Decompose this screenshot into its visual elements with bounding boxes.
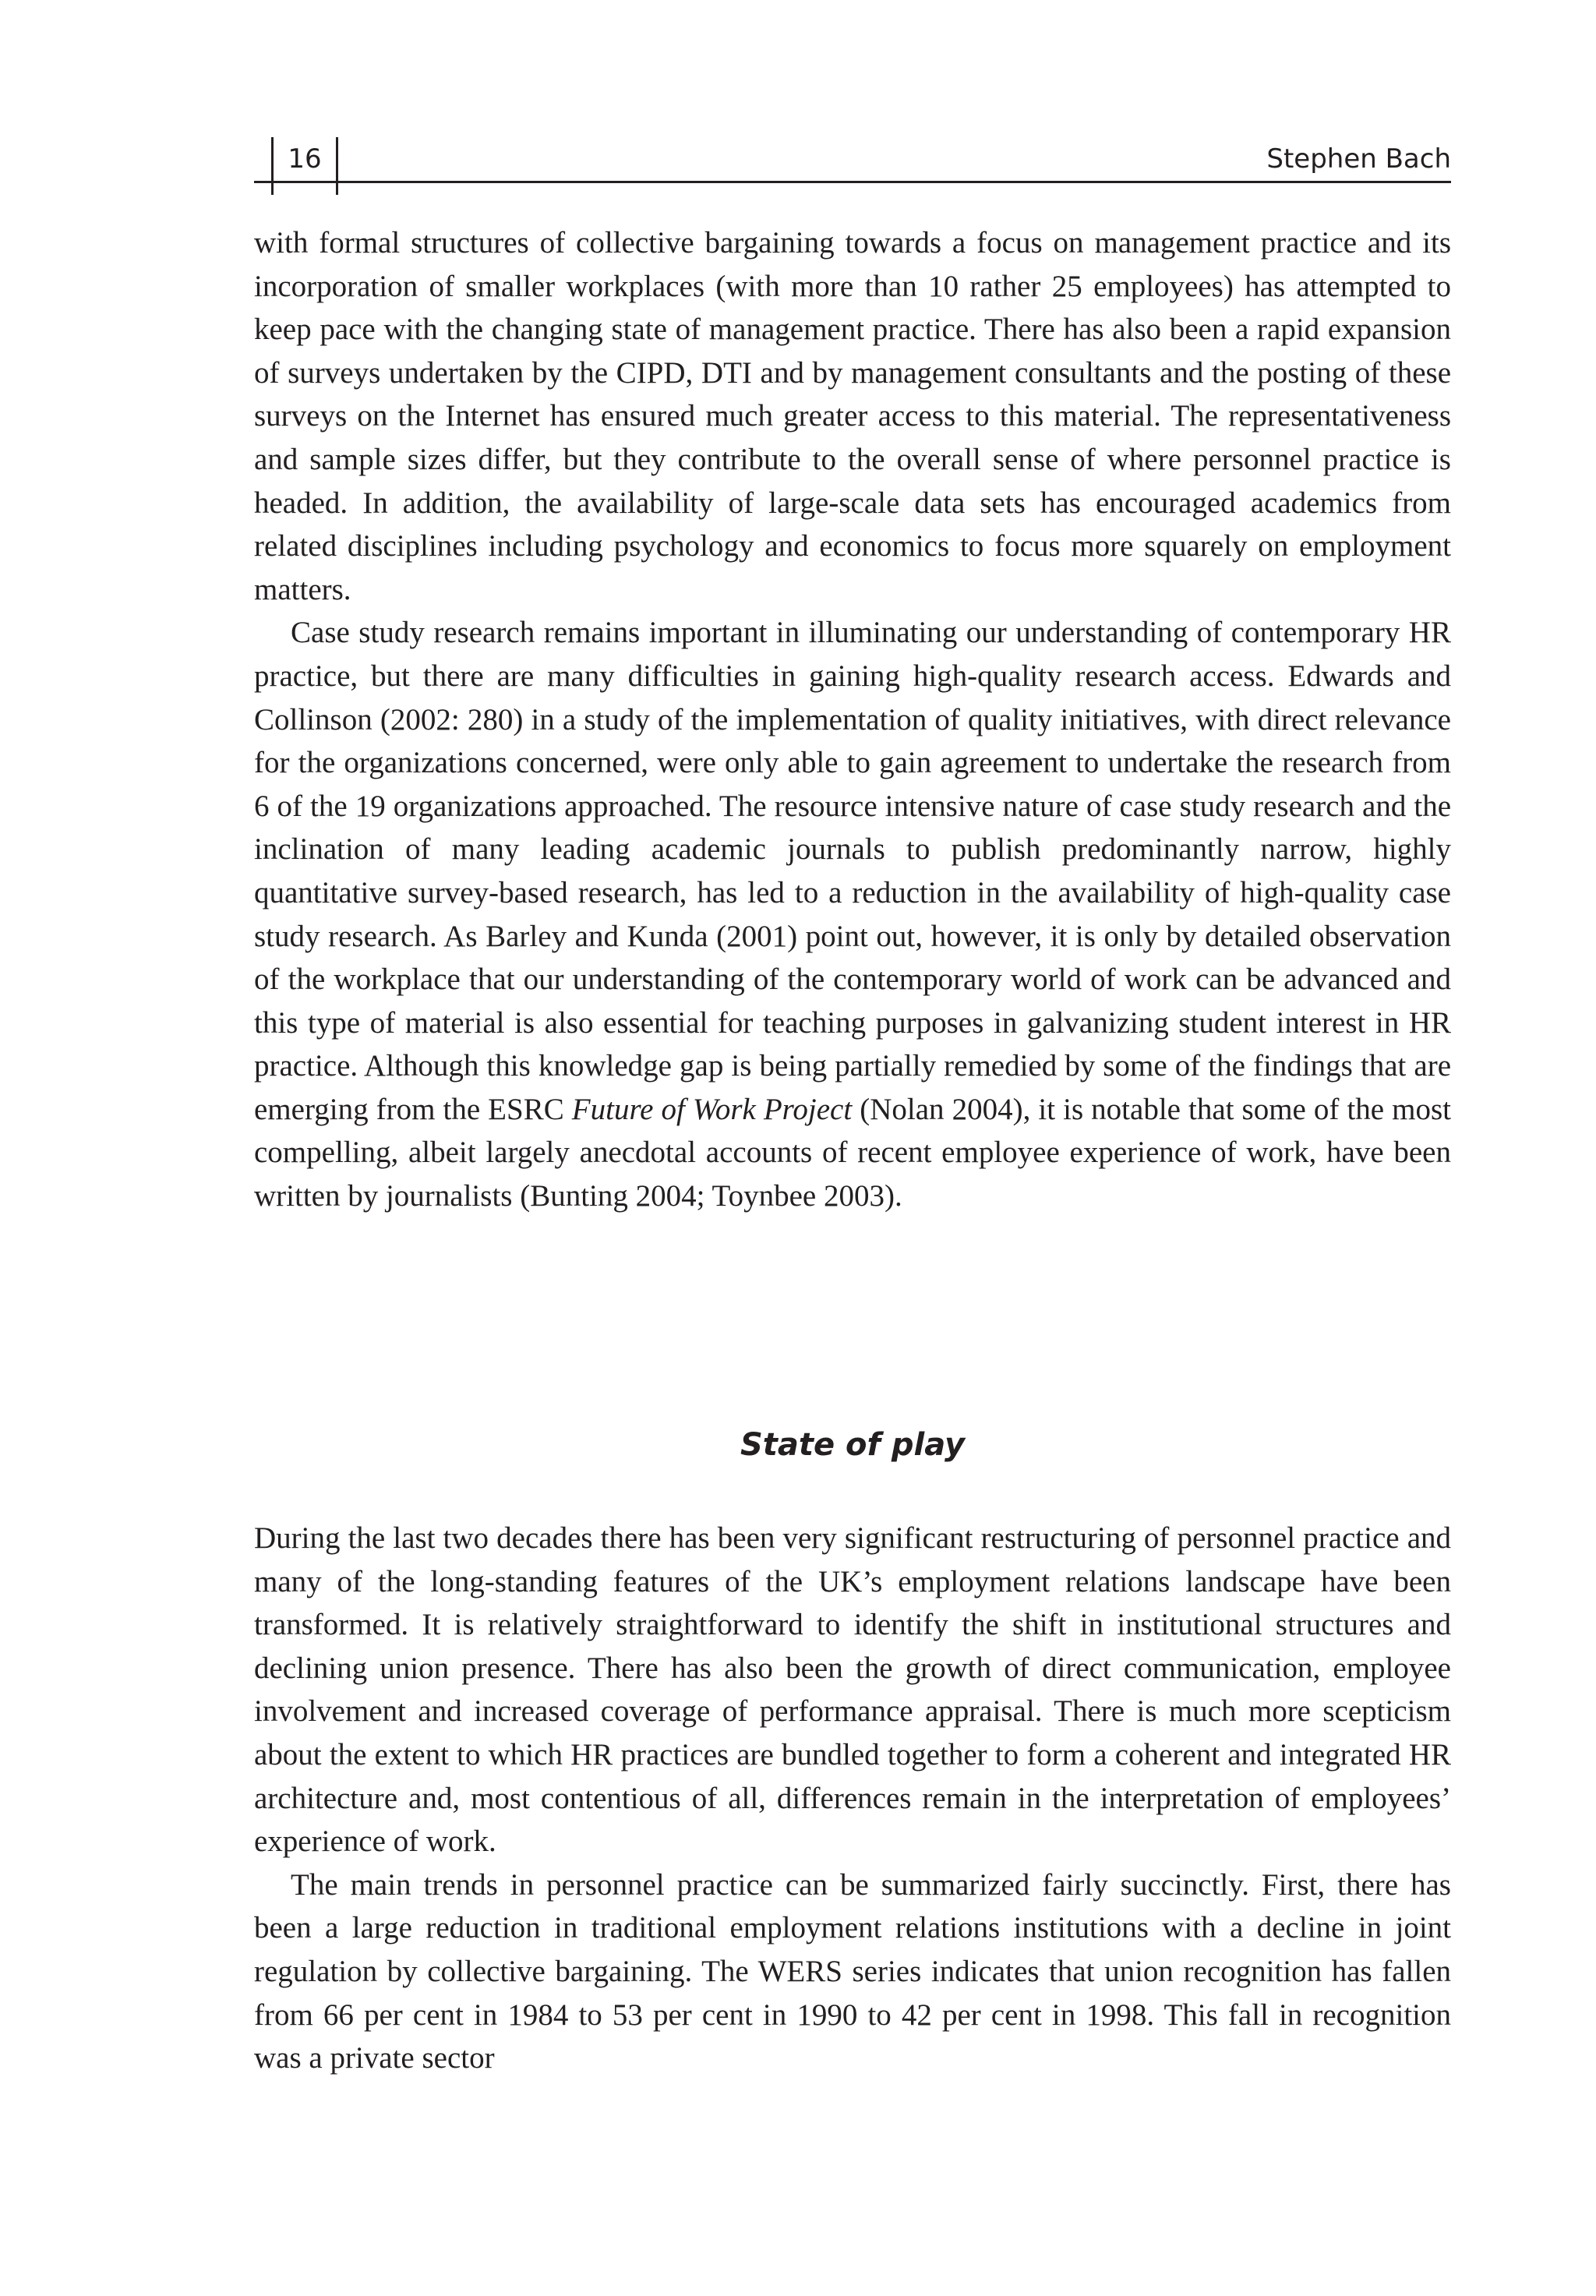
body-text-upper	[254, 221, 1451, 1218]
section-paragraph-1: During the last two decades there has been very significant restructuring of personnel practice and many of the long-standing features of the UK’s employment relations landscape have been transformed. It is relatively straightforward to identify the shift in institutional structures and declining union presence. There has also been the growth of direct communication, employee involvement and increased coverage of performance appraisal. There is much more scepticism about the extent to which HR practices are bundled together to form a coherent and integrated HR architecture and, most contentious of all, differences remain in the interpretation of employees’ experience of work.	[254, 1521, 1451, 1859]
running-head	[254, 134, 1451, 196]
body-text-lower	[254, 1517, 1451, 2080]
project-title-italic: Future of Work Project	[571, 1092, 853, 1126]
continued-paragraph: with formal structures of collective bargaining towards a focus on management practice and its incorporation of smaller workplaces (with more than 10 rather 25 employees) has attempted to keep pace with the changing state of management practice. There has also been a rapid expansion of surveys undertaken by the CIPD, DTI and by management consultants and the posting of these surveys on the Internet has ensured much greater access to this material. The representativeness and sample sizes differ, but they contribute to the overall sense of where personnel practice is headed. In addition, the availability of large-scale data sets has encouraged academics from related disciplines including psychology and economics to focus more squarely on employment matters.	[254, 226, 1451, 606]
case-study-text-after-italic: (Nolan 2004), it is notable that some of the most compelling, albeit largely anecdotal accounts of recent employee experience of work, have been written by journalists (Bunting 2004; Toynbee 2003).	[254, 1092, 1451, 1213]
section-paragraph-2: The main trends in personnel practice can be summarized fairly succinctly. First, there has been a large reduction in traditional employment relations institutions with a decline in joint regulation by collective bargaining. The WERS series indicates that union recognition has fallen from 66 per cent in 1984 to 53 per cent in 1990 to 42 per cent in 1998. This fall in recognition was a private sector	[254, 1867, 1451, 2075]
case-study-text-before-italic: Case study research remains important in illuminating our understanding of contemporary HR practice, but there are many difficulties in gaining high-quality research access. Edwards and Collinson (2002: 280) in a study of the implementation of quality initiatives, with direct relevance for the organizations concerned, were only able to gain agreement to undertake the research from 6 of the 19 organizations approached. The resource intensive nature of case study research and the inclination of many leading academic journals to publish predominantly narrow, highly quantitative survey-based research, has led to a reduction in the availability of high-quality case study research. As Barley and Kunda (2001) point out, however, it is only by detailed observation of the workplace that our understanding of the contemporary world of work can be advanced and this type of material is also essential for teaching purposes in galvanizing student interest in HR practice. Although this knowledge gap is being partially remedied by some of the findings that are emerging from the ESRC	[254, 616, 1451, 1126]
section-heading: State of play	[740, 1427, 966, 1463]
header-rule	[254, 181, 1451, 183]
page-number: 16	[288, 143, 322, 175]
case-study-paragraph	[254, 611, 1451, 1217]
running-head-author: Stephen Bach	[1266, 143, 1451, 175]
